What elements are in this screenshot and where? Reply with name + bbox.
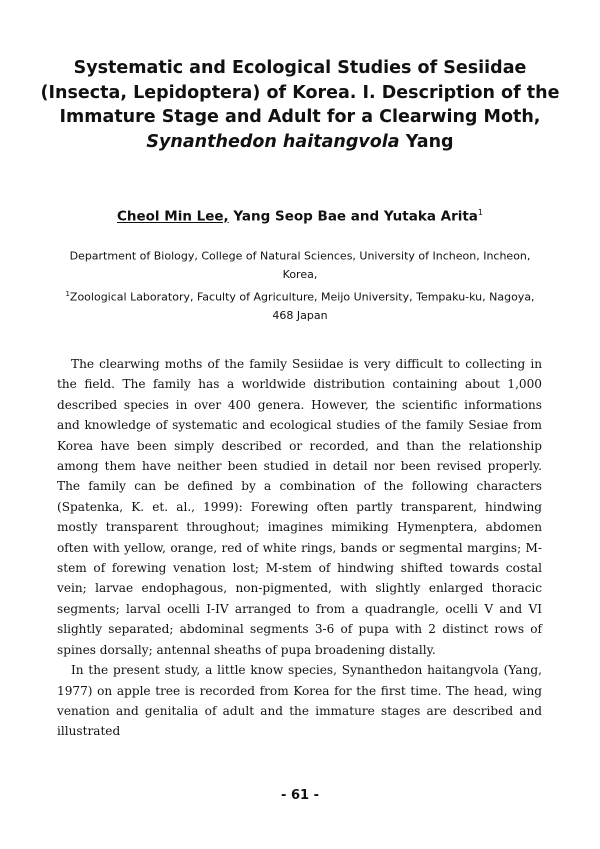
first-author: Cheol Min Lee, xyxy=(116,208,229,225)
affiliations xyxy=(56,244,544,325)
author-list xyxy=(40,204,560,226)
title-main: Systematic and Ecological Studies of Sesiidae (Insecta, Lepidoptera) of Korea. I. Description of the Immature Stage and Adult for a Clearwing Moth, xyxy=(40,58,560,127)
body-text xyxy=(57,354,542,742)
affiliation-2-mark: 1 xyxy=(65,289,70,298)
body-paragraph-1: The clearwing moths of the family Sesiidae is very difficult to collecting in the field. The family has a worldwide distribution containing about 1,000 described species in over 400 genera. However, the scientific informations and knowledge of systematic and ecological studies of the family Sesiae from Korea have been simply described or recorded, and than the relationship among them have neither been studied in detail nor been revised properly. The family can be defined by a combination of the following characters (Spatenka, K. et. al., 1999): Forewing often partly transparent, hindwing mostly transparent throughout; imagines mimiking Hymenptera, abdomen often with yellow, orange, red of white rings, bands or segmental margins; M-stem of forewing venation lost; M-stem of hindwing shifted towards costal vein; larvae endophagous, non-pigmented, with slightly enlarged thoracic segments; larval ocelli I-IV arranged to from a quadrangle, ocelli V and VI slightly separated; abdominal segments 3-6 of pupa with 2 distinct rows of spines dorsally; antennal sheaths of pupa broadening distally. xyxy=(57,357,542,657)
title-species: Synanthedon haitangvola xyxy=(146,131,400,152)
body-paragraph-2: In the present study, a little know species, Synanthedon haitangvola (Yang, 1977) on apple tree is recorded from Korea for the first time. The head, wing venation and genitalia of adult and the immature stages are described and illustrated xyxy=(57,663,542,739)
page-number: - 61 - xyxy=(281,788,319,803)
title-authority: Yang xyxy=(405,131,454,152)
paper-title xyxy=(40,56,560,154)
co-authors: Yang Seop Bae and Yutaka Arita xyxy=(233,208,478,225)
affiliation-1-text: Department of Biology, College of Natural Sciences, University of Incheon, Incheon, Korea, xyxy=(69,249,531,282)
affiliation-2-text: Zoological Laboratory, Faculty of Agriculture, Meijo University, Tempaku-ku, Nagoya, 468 Japan xyxy=(69,290,535,322)
author-affiliation-mark: 1 xyxy=(477,208,484,217)
affiliation-2 xyxy=(56,285,544,326)
affiliation-1 xyxy=(56,244,544,285)
